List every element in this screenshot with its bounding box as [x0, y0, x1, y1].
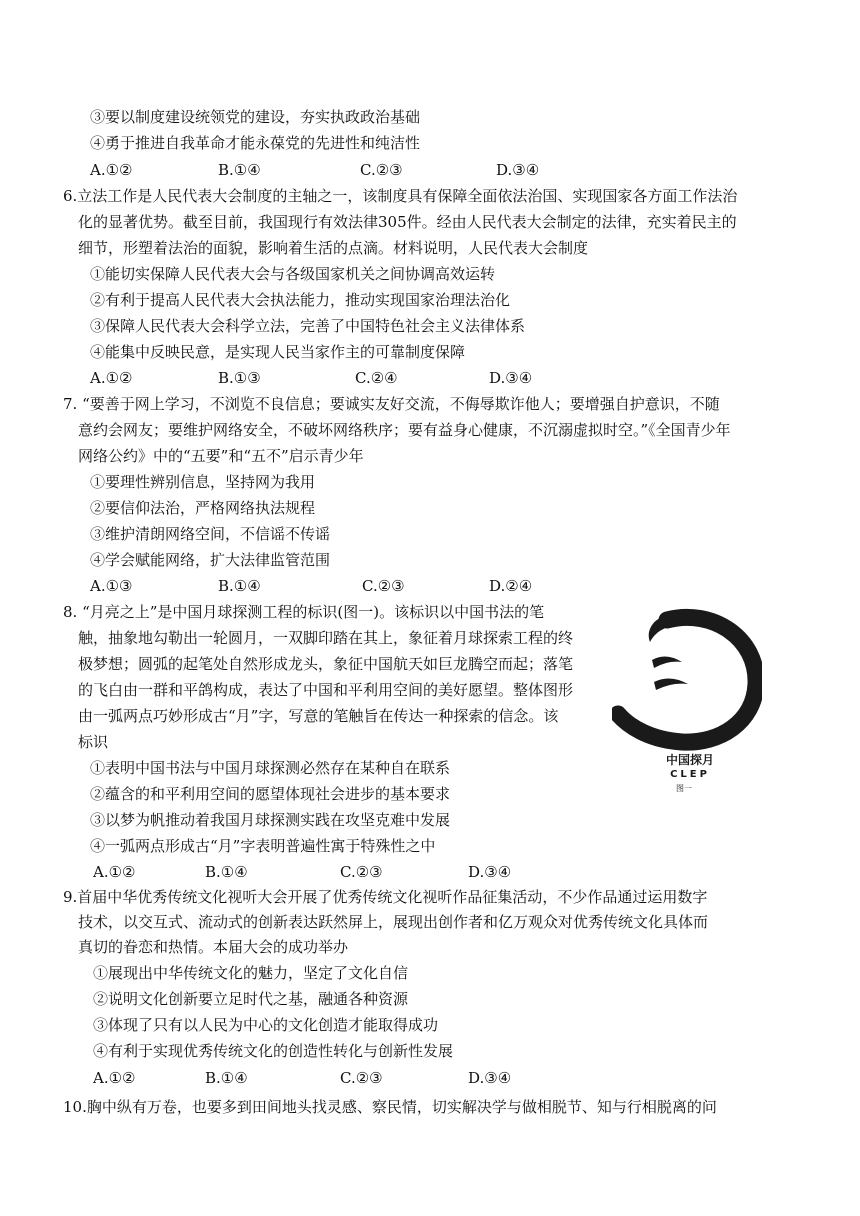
q7-item-1: ①要理性辨别信息，坚持网为我用: [90, 473, 316, 491]
q10-stem-line-1: 10.胸中纵有万卷，也要多到田间地头找灵感、察民情，切实解决学与做相脱节、知与行相脱离的问: [63, 1098, 717, 1116]
q6-option-a: A.①②: [90, 369, 133, 387]
q6-stem-line-2: 化的显著优势。截至目前，我国现行有效法律305件。经由人民代表大会制定的法律，充实着民主的: [78, 213, 737, 231]
q8-item-2: ②蕴含的和平利用空间的愿望体现社会进步的基本要求: [90, 785, 451, 803]
q9-item-1: ①展现出中华传统文化的魅力，坚定了文化自信: [93, 964, 409, 982]
q6-option-b: B.①③: [218, 369, 261, 387]
q5-item-4: ④勇于推进自我革命才能永葆党的先进性和纯洁性: [90, 134, 421, 152]
q6-item-3: ③保障人民代表大会科学立法，完善了中国特色社会主义法律体系: [90, 317, 526, 335]
q9-item-2: ②说明文化创新要立足时代之基，融通各种资源: [93, 990, 409, 1008]
q8-item-3: ③以梦为帆推动着我国月球探测实践在攻坚克难中发展: [90, 811, 451, 829]
q7-item-2: ②要信仰法治，严格网络执法规程: [90, 499, 316, 517]
q8-stem-line-5: 由一弧两点巧妙形成古“月”字，写意的笔触旨在传达一种探索的信念。该: [78, 707, 559, 725]
q9-option-c: C.②③: [340, 1069, 383, 1087]
q8-option-c: C.②③: [340, 863, 383, 881]
q7-option-a: A.①③: [90, 577, 133, 595]
q6-stem-line-1: 6.立法工作是人民代表大会制度的主轴之一，该制度具有保障全面依法治国、实现国家各方面工作法治: [63, 187, 738, 205]
q9-option-d: D.③④: [468, 1069, 512, 1087]
q7-option-d: D.②④: [489, 577, 533, 595]
q8-item-1: ①表明中国书法与中国月球探测必然存在某种自在联系: [90, 759, 451, 777]
q6-option-d: D.③④: [489, 369, 533, 387]
q7-item-4: ④学会赋能网络，扩大法律监管范围: [90, 551, 331, 569]
q8-stem-line-3: 极梦想；圆弧的起笔处自然形成龙头，象征中国航天如巨龙腾空而起；落笔: [78, 655, 574, 673]
q5-option-a: A.①②: [90, 161, 133, 179]
q8-item-4: ④一弧两点形成古“月”字表明普遍性寓于特殊性之中: [90, 837, 436, 855]
q9-item-4: ④有利于实现优秀传统文化的创造性转化与创新性发展: [93, 1042, 454, 1060]
q7-stem-line-2: 意约会网友；要维护网络安全，不破坏网络秩序；要有益身心健康，不沉溺虚拟时空。”《全国青少年: [78, 421, 731, 439]
q7-item-3: ③维护清朗网络空间，不信谣不传谣: [90, 525, 331, 543]
q9-stem-line-1: 9.首届中华优秀传统文化视听大会开展了优秀传统文化视听作品征集活动，不少作品通过运用数字: [63, 888, 708, 906]
logo-text-cn: 中国探月: [665, 753, 715, 767]
q8-stem-line-4: 的飞白由一群和平鸽构成，表达了中国和平利用空间的美好愿望。整体图形: [78, 681, 574, 699]
q7-option-c: C.②③: [362, 577, 405, 595]
q9-option-a: A.①②: [93, 1069, 136, 1087]
q6-item-1: ①能切实保障人民代表大会与各级国家机关之间协调高效运转: [90, 265, 496, 283]
q8-option-d: D.③④: [468, 863, 512, 881]
q8-option-a: A.①②: [93, 863, 136, 881]
q8-stem-line-1: 8. “月亮之上”是中国月球探测工程的标识(图一)。该标识以中国书法的笔: [63, 603, 545, 621]
clep-logo-figure: [612, 604, 762, 794]
q5-option-d: D.③④: [496, 161, 540, 179]
q8-stem-line-2: 触，抽象地勾勒出一轮圆月，一双脚印踏在其上，象征着月球探索工程的终: [78, 629, 574, 647]
q7-option-b: B.①④: [218, 577, 261, 595]
q8-option-b: B.①④: [205, 863, 248, 881]
q7-stem-line-1: 7. “要善于网上学习，不浏览不良信息；要诚实友好交流，不侮辱欺诈他人；要增强自护意识，不随: [63, 395, 720, 413]
q6-option-c: C.②④: [355, 369, 398, 387]
q5-item-3: ③要以制度建设统领党的建设，夯实执政政治基础: [90, 108, 421, 126]
q7-stem-line-3: 网络公约》中的“五要”和“五不”启示青少年: [78, 447, 364, 465]
logo-text-en: CLEP: [670, 769, 710, 780]
q8-stem-line-6: 标识: [78, 733, 109, 751]
q9-stem-line-3: 真切的眷恋和热情。本届大会的成功举办: [78, 938, 349, 956]
q6-stem-line-3: 细节，形塑着法治的面貌，影响着生活的点滴。材料说明，人民代表大会制度: [78, 239, 589, 257]
q9-stem-line-2: 技术，以交互式、流动式的创新表达跃然屏上，展现出创作者和亿万观众对优秀传统文化具体而: [78, 913, 709, 931]
q6-item-4: ④能集中反映民意，是实现人民当家作主的可靠制度保障: [90, 343, 466, 361]
q5-option-c: C.②③: [360, 161, 403, 179]
q9-item-3: ③体现了只有以人民为中心的文化创造才能取得成功: [93, 1016, 439, 1034]
q6-item-2: ②有利于提高人民代表大会执法能力，推动实现国家治理法治化: [90, 291, 511, 309]
figure-caption: 图一: [676, 784, 692, 793]
q9-option-b: B.①④: [205, 1069, 248, 1087]
q5-option-b: B.①④: [218, 161, 261, 179]
moon-logo-icon: [612, 604, 762, 794]
